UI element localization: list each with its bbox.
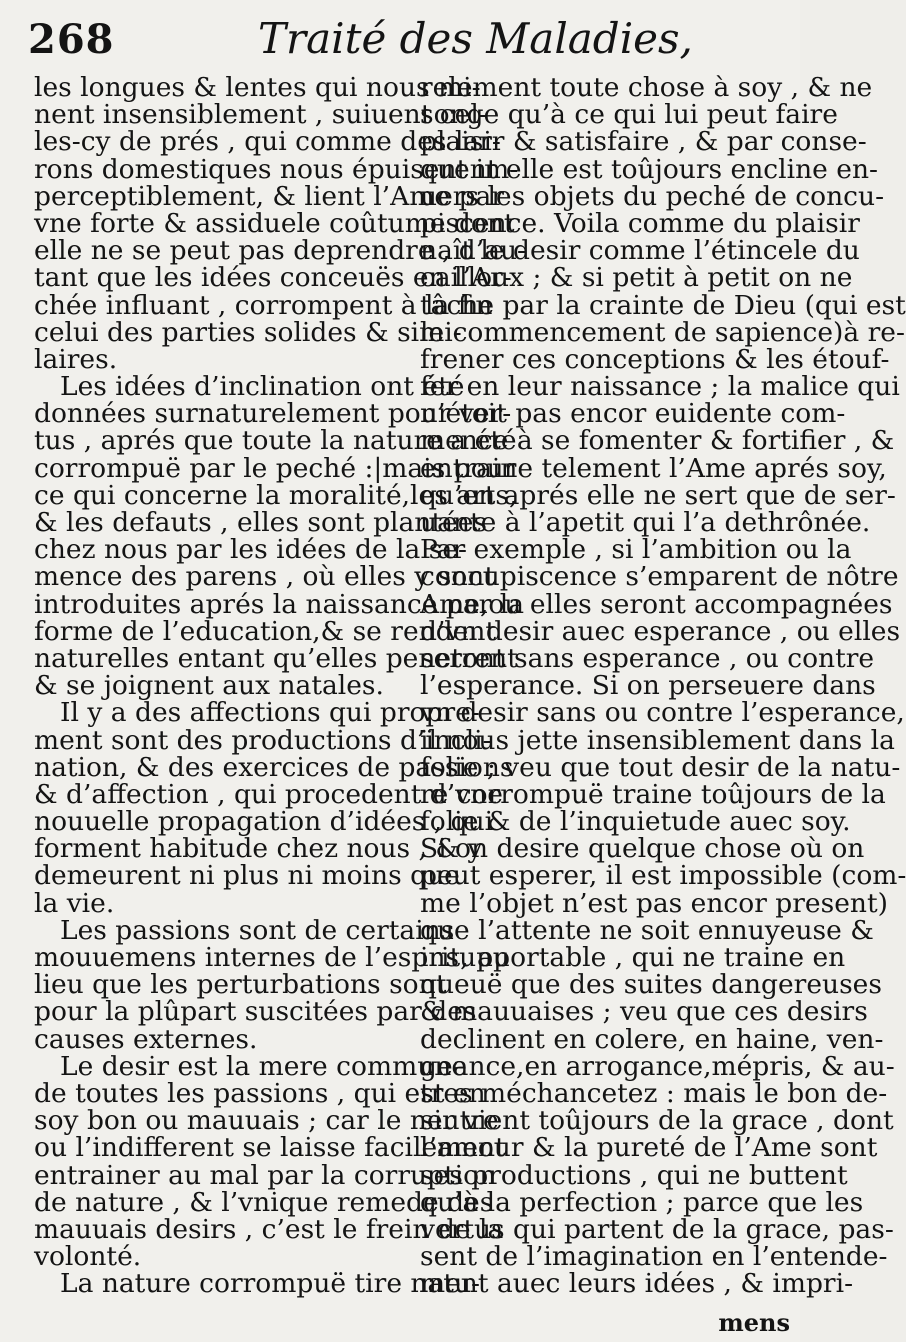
text-line: Ame,ou elles seront accompagnées [420, 588, 893, 620]
text-column-right [420, 72, 906, 1300]
text-line: concupiscence s’emparent de nôtre [420, 561, 899, 593]
text-line: ment auec leurs idées , & impri- [420, 1268, 854, 1300]
text-line: données surnaturelement pour ver- [34, 398, 512, 430]
text-line: rons domestiques nous épuisent im- [34, 153, 519, 185]
text-line: queuë que des suites dangereuses [420, 969, 882, 1001]
text-line: la vie. [34, 887, 115, 919]
text-line: pour la plûpart suscitées par des [34, 996, 477, 1028]
text-line: sir vient toûjours de la grace , dont [420, 1105, 894, 1137]
catchword: mens [718, 1308, 790, 1337]
text-line: uers les objets du peché de concu- [420, 180, 885, 212]
text-line: introduites aprés la naissance par la [34, 588, 524, 620]
text-line: Les passions sont de certains [60, 914, 455, 946]
text-line: insupportable , qui ne traine en [420, 942, 846, 973]
text-line: de toutes les passions , qui est en [34, 1077, 486, 1109]
text-line: La nature corrompuë tire natu- [60, 1268, 480, 1300]
page-header [0, 14, 800, 76]
text-line: nouuelle propagation d’idées , qui [34, 806, 494, 838]
text-line: entraine telement l’Ame aprés soy, [420, 452, 887, 484]
text-line: peut esperer, il est impossible (com- [420, 860, 906, 892]
text-line: tus , aprés que toute la nature a été [34, 425, 517, 457]
text-line: Le desir est la mere commune [60, 1050, 468, 1082]
text-line: naît le desir comme l’étincele du [420, 235, 860, 267]
text-line: le commencement de sapience)à re- [420, 316, 905, 348]
text-line: vertus qui partent de la grace, pas- [420, 1213, 894, 1245]
text-line: que l’attente ne soit ennuyeuse & [420, 914, 874, 946]
text-line: nent insensiblement , suiuent cel- [34, 99, 488, 131]
text-line: relement toute chose à soy , & ne [420, 72, 873, 103]
text-line: perceptiblement, & lient l’Ame par [34, 180, 504, 212]
text-line: fer en leur naissance ; la malice qui [420, 371, 900, 403]
text-line: forme de l’education,& se rendent [34, 615, 497, 647]
text-line: ment sont des productions d’incli- [34, 724, 492, 756]
text-line: lieu que les perturbations sont [34, 969, 447, 1001]
text-line: vn desir sans ou contre l’esperance, [420, 697, 905, 729]
text-line: & se joignent aux natales. [34, 670, 384, 702]
page-number: 268 [28, 16, 115, 63]
text-line: qu’à la perfection ; parce que les [420, 1186, 864, 1218]
text-line: folie & de l’inquietude auec soy. [420, 806, 851, 838]
text-line: plaisir & satisfaire , & par conse- [420, 126, 867, 158]
text-line: tres méchancetez : mais le bon de- [420, 1077, 888, 1109]
text-line: l’amour & la pureté de l’Ame sont [420, 1132, 878, 1164]
text-line: l’esperance. Si on perseuere dans [420, 670, 876, 702]
text-line: me l’objet n’est pas encor present) [420, 887, 888, 919]
text-line: & mauuaises ; veu que ces desirs [420, 996, 868, 1028]
running-title: Traité des Maladies, [258, 14, 693, 63]
text-line: mence des parens , où elles y sont [34, 561, 495, 593]
text-line: folie ; veu que tout desir de la natu- [420, 751, 901, 783]
text-line: volonté. [34, 1241, 142, 1273]
text-line: uante à l’apetit qui l’a dethrônée. [420, 507, 871, 538]
text-line: songe qu’à ce qui lui peut faire [420, 99, 838, 131]
text-line: causes externes. [34, 1023, 258, 1055]
text-line: piscence. Voila comme du plaisir [420, 207, 860, 239]
text-line: les-cy de prés , qui comme des lar- [34, 126, 501, 158]
text-line: & les defauts , elles sont plantées [34, 507, 487, 538]
text-line: laires. [34, 343, 118, 375]
text-line: Il y a des affections qui propre- [60, 697, 480, 729]
text-line: il nous jette insensiblement dans la [420, 724, 895, 756]
text-line: naturelles entant qu’elles penetrent [34, 642, 518, 674]
text-line: chée influant , corrompent à la fin [34, 289, 493, 321]
text-line: Si on desire quelque chose où on [420, 833, 865, 865]
text-line: soy bon ou mauuais ; car le neutre [34, 1105, 499, 1137]
text-line: n’étoit pas encor euidente com- [420, 398, 846, 430]
text-line: declinent en colere, en haine, ven- [420, 1023, 884, 1055]
text-line: & d’affection , qui procedent d’vne [34, 778, 503, 810]
text-line: ce qui concerne la moralité,les arts, [34, 479, 518, 511]
text-line: re corrompuë traine toûjours de la [420, 778, 886, 810]
text-line: de nature , & l’vnique remede des [34, 1186, 494, 1218]
text-line: cailloux ; & si petit à petit on ne [420, 262, 853, 294]
text-line: nation, & des exercices de passions [34, 751, 514, 783]
text-line: tant que les idées conceuës en l’Ar- [34, 262, 512, 294]
text-line: qu’en aprés elle ne sert que de ser- [420, 479, 896, 511]
text-line: frener ces conceptions & les étouf- [420, 343, 890, 375]
text-line: les longues & lentes qui nous mi- [34, 72, 481, 103]
text-line: seront sans esperance , ou contre [420, 642, 875, 674]
text-line: ses productions , qui ne buttent [420, 1159, 848, 1191]
text-line: sent de l’imagination en l’entende- [420, 1241, 888, 1273]
text-line: Les idées d’inclination ont été [60, 371, 465, 403]
text-line: forment habitude chez nous , & y [34, 833, 483, 865]
text-line: demeurent ni plus ni moins que [34, 860, 460, 892]
text-line: ou l’indifferent se laisse facilement [34, 1132, 506, 1164]
text-line: entrainer au mal par la corruption [34, 1159, 497, 1191]
text-line: mouuemens internes de l’esprit, au [34, 942, 510, 973]
text-line: mence à se fomenter & fortifier , & [420, 425, 895, 457]
text-line: quent elle est toûjours encline en- [420, 153, 878, 185]
text-line: geance,en arrogance,mépris, & au- [420, 1050, 895, 1082]
text-line: corrompuë par le peché :|mais pour [34, 452, 517, 484]
text-line: chez nous par les idées de la se- [34, 534, 467, 566]
text-line: elle ne se peut pas deprendre , d’au- [34, 235, 527, 267]
text-line: celui des parties solides & simi- [34, 316, 462, 348]
text-line: Par exemple , si l’ambition ou la [420, 534, 852, 566]
text-line: mauuais desirs , c’est le frein de la [34, 1213, 504, 1245]
text-line: vne forte & assiduele coûtume dont [34, 207, 515, 239]
text-line: d’vn desir auec esperance , ou elles [420, 615, 901, 647]
text-line: tâche par la crainte de Dieu (qui est [420, 289, 906, 321]
text-column-left [34, 72, 527, 1300]
